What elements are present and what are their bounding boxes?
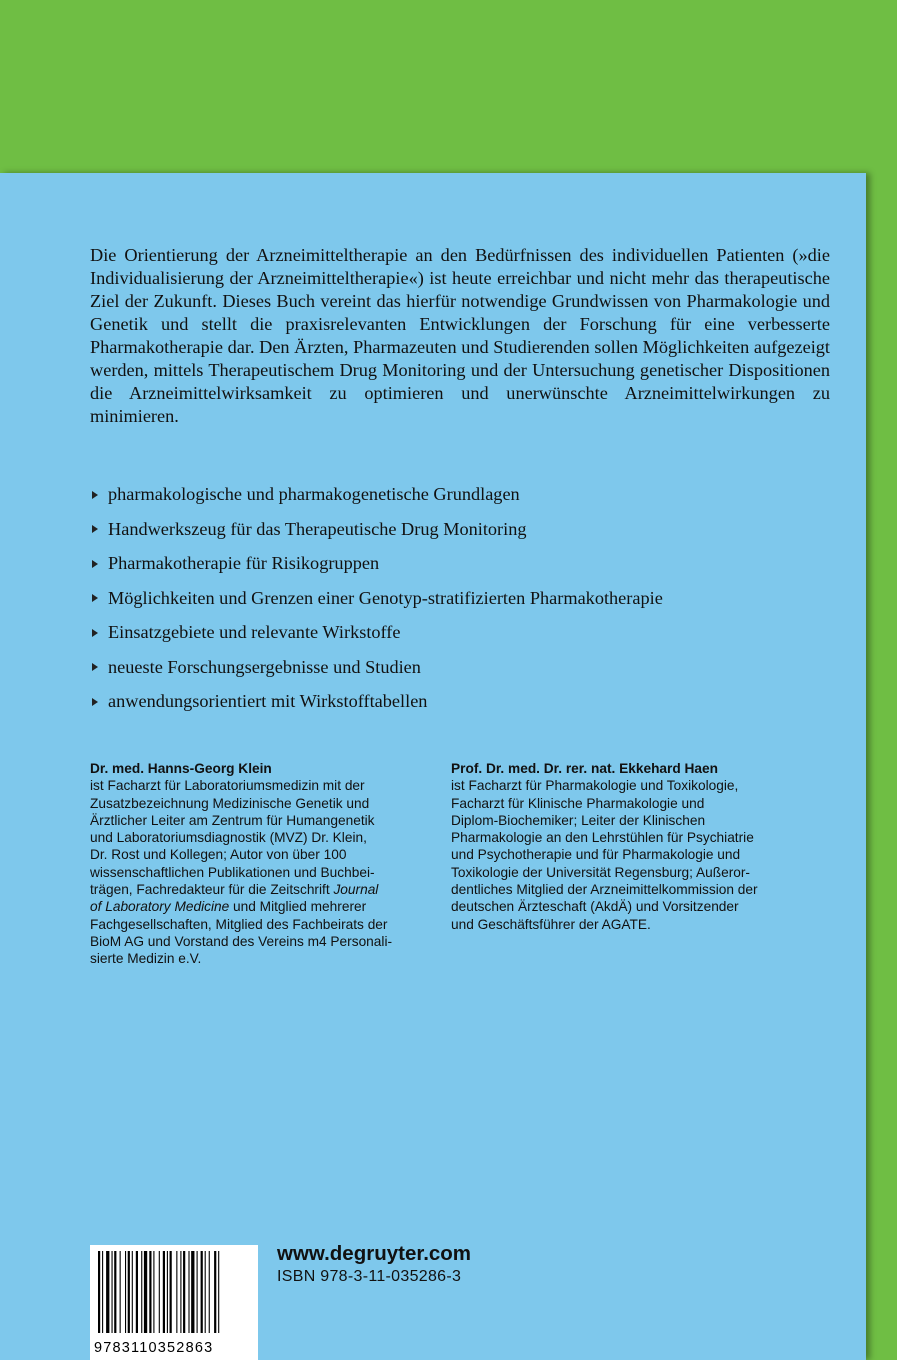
- feature-text: anwendungsorientiert mit Wirkstofftabellen: [108, 691, 428, 711]
- feature-text: Pharmakotherapie für Risikogruppen: [108, 553, 380, 573]
- author-bio-line: sierte Medizin e.V.: [90, 951, 202, 967]
- author-bio-line: Diplom-Biochemiker; Leiter der Klinischen: [451, 812, 706, 828]
- author-name: Dr. med. Hanns-Georg Klein: [90, 761, 272, 776]
- author-bio-line: dentliches Mitglied der Arzneimittelkommission der: [451, 882, 758, 898]
- triangle-bullet-icon: [92, 629, 98, 637]
- author-bio-line: Dr. Rost und Kollegen; Autor von über 100: [90, 847, 347, 863]
- author-bio-line: und Laboratoriumsdiagnostik (MVZ) Dr. Klein,: [90, 830, 367, 846]
- author-bio-line: und Psychotherapie und für Pharmakologie und: [451, 847, 741, 863]
- author-bio-line: ist Facharzt für Laboratoriumsmedizin mit der: [90, 778, 365, 794]
- feature-list: [90, 483, 830, 725]
- list-item: [90, 587, 830, 622]
- journal-title: of Laboratory Medicine: [90, 899, 230, 915]
- isbn-barcode: [90, 1245, 258, 1360]
- journal-title: Journal: [333, 882, 379, 898]
- author-bio-line: trägen, Fachredakteur für die Zeitschrift: [90, 882, 334, 898]
- triangle-bullet-icon: [92, 491, 98, 499]
- author-bio-line: deutschen Ärzteschaft (AkdÄ) und Vorsitzender: [451, 899, 739, 915]
- author-bio-line: Toxikologie der Universität Regensburg; Außeror-: [451, 864, 750, 880]
- author-haen: [451, 760, 811, 933]
- author-bio-line: Fachgesellschaften, Mitglied des Fachbeirats der: [90, 916, 388, 932]
- feature-text: Möglichkeiten und Grenzen einer Genotyp-stratifizierten Pharmakotherapie: [108, 587, 663, 608]
- author-bio-line: ist Facharzt für Pharmakologie und Toxikologie,: [451, 778, 739, 794]
- triangle-bullet-icon: [92, 698, 98, 706]
- author-bio-line: Zusatzbezeichnung Medizinische Genetik und: [90, 795, 370, 811]
- author-name: Prof. Dr. med. Dr. rer. nat. Ekkehard Haen: [451, 761, 719, 776]
- book-blurb: Die Orientierung der Arzneimitteltherapie an den Bedürfnissen des individuellen Patienten (»die Individualisierung der Arzneimitteltherapie«) ist heute erreichbar und nicht mehr das therapeutische Ziel der Zukunft. Dieses Buch vereint das hierfür notwendige Grundwissen von Pharmakologie und Genetik und stellt die praxisrelevanten Entwicklungen der Forschung für eine verbesserte Pharmakotherapie dar. Den Ärzten, Pharmazeuten und Studierenden sollen Möglichkeiten aufgezeigt werden, mittels Therapeutischem Drug Monitoring und der Untersuchung genetischer Dispositionen die Arzneimittelwirksamkeit zu optimieren und unerwünschte Arzneimittelwirkungen zu minimieren.: [90, 245, 830, 426]
- feature-text: Handwerkszeug für das Therapeutische Drug Monitoring: [108, 518, 527, 539]
- list-item: [90, 483, 830, 518]
- author-bio-line: Pharmakologie an den Lehrstühlen für Psychiatrie: [451, 830, 754, 846]
- author-bio-line: wissenschaftlichen Publikationen und Buchbei-: [90, 864, 375, 880]
- publisher-url: www.degruyter.com: [277, 1242, 472, 1265]
- feature-text: neueste Forschungsergebnisse und Studien: [108, 656, 421, 677]
- list-item: [90, 690, 830, 725]
- barcode-bars: [96, 1251, 252, 1333]
- feature-text: pharmakologische und pharmakogenetische Grundlagen: [108, 484, 520, 504]
- list-item: [90, 518, 830, 553]
- list-item: [90, 552, 830, 587]
- author-bio-line: Ärztlicher Leiter am Zentrum für Humangenetik: [90, 812, 375, 828]
- triangle-bullet-icon: [92, 525, 98, 533]
- author-klein: [90, 760, 440, 968]
- author-bio-line: und Geschäftsführer der AGATE.: [451, 916, 651, 932]
- barcode-digits: 9783110352863: [94, 1340, 214, 1356]
- list-item: [90, 656, 830, 691]
- author-bio-line: und Mitglied mehrerer: [229, 899, 367, 915]
- author-bio-line: BioM AG und Vorstand des Vereins m4 Personali-: [90, 933, 393, 949]
- isbn-number: ISBN 978-3-11-035286-3: [277, 1268, 462, 1285]
- triangle-bullet-icon: [92, 663, 98, 671]
- author-bio-line: Facharzt für Klinische Pharmakologie und: [451, 795, 705, 811]
- triangle-bullet-icon: [92, 560, 98, 568]
- triangle-bullet-icon: [92, 594, 98, 602]
- list-item: [90, 621, 830, 656]
- feature-text: Einsatzgebiete und relevante Wirkstoffe: [108, 622, 401, 642]
